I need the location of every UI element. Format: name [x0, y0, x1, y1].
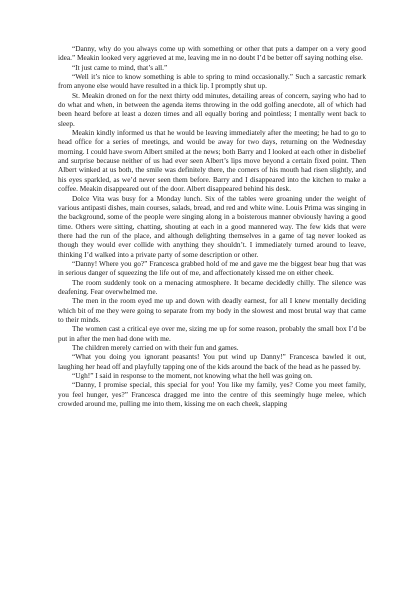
- paragraph-10: The women cast a critical eye over me, sizing me up for some reason, probably the small box I’d be put in after the men had done with me.: [58, 324, 366, 343]
- paragraph-12: “What you doing you ignorant peasants! You put wind up Danny!” Francesca bawled it out, laughing her head off and playfully tapping one of the kids around the back of the head as he passed by.: [58, 352, 366, 371]
- paragraph-13: “Ugh!” I said in response to the moment, not knowing what the hell was going on.: [72, 371, 313, 381]
- paragraph-9: The men in the room eyed me up and down with deadly earnest, for all I knew mentally deciding which bit of me they were going to separate from my body in the slowest and most brutal way that came to their minds.: [58, 296, 366, 324]
- paragraph-6: Dolce Vita was busy for a Monday lunch. Six of the tables were groaning under the weight of various antipasti dishes, main courses, salads, bread, and red and white wine. Louis Prima was singing in the background, some of the people were singing along in a boisterous manner obviously having a good time. Others were sitting, chatting, shouting at each in a good mannered way. The few kids that were there had the run of the place, and although delighting themselves in a game of tag never looked as though they would ever collide with anything they shouldn’t. I immediately turned around to leave, thinking I’d walked into a private party of some description or other.: [58, 193, 366, 259]
- paragraph-3: “Well it’s nice to know something is able to spring to mind occasionally.” Such a sarcastic remark from anyone else would have resulted in a thick lip. I promptly shut up.: [58, 72, 366, 91]
- paragraph-5: Meakin kindly informed us that he would be leaving immediately after the meeting; he had to go to head office for a series of meetings, and would be away for two days, returning on the Wednesday morning. I could have sworn Albert smiled at the news; both Barry and I looked at each other in disbelief and surprise because neither of us had ever seen Albert’s lips move beyond a certain fixed point. Then Albert winked at us both, the smile was definitely there, the corners of his mouth had risen slightly, and his eyes sparkled, as we’d never seen them before. Barry and I disappeared into the kitchen to make a coffee. Meakin disappeared out of the door. Albert disappeared behind his desk.: [58, 128, 366, 194]
- document-page: [58, 44, 366, 408]
- paragraph-8: The room suddenly took on a menacing atmosphere. It became decidedly chilly. The silence was deafening. Fear overwhelmed me.: [58, 277, 366, 296]
- paragraph-11: The children merely carried on with their fun and games.: [72, 343, 239, 352]
- paragraph-7: “Danny! Where you go?” Francesca grabbed hold of me and gave me the biggest bear hug that was in serious danger of squeezing the life out of me, and affectionately kissed me on either cheek.: [58, 258, 366, 278]
- paragraph-2: “It just came to mind, that’s all.”: [72, 62, 168, 72]
- paragraph-4: St. Meakin droned on for the next thirty odd minutes, detailing areas of concern, saying who had to do what and when, in between the agenda items throwing in the odd golfing anecdote, all of which had been heard before at least a dozen times and all equally boring and pointless; I mentally went back to sleep.: [58, 90, 366, 128]
- paragraph-14: “Danny, I promise special, this special for you! You like my family, yes? Come you meet family, you feel hunger, yes?” Francesca dragged me into the centre of this seemingly huge melee, which crowded around me, pulling me into them, kissing me on each cheek, slapping: [58, 380, 366, 409]
- paragraph-1: “Danny, why do you always come up with something or other that puts a damper on a very good idea.” Meakin looked very aggrieved at me, leaving me in no doubt I’d be better off saying nothing else.: [58, 44, 366, 63]
